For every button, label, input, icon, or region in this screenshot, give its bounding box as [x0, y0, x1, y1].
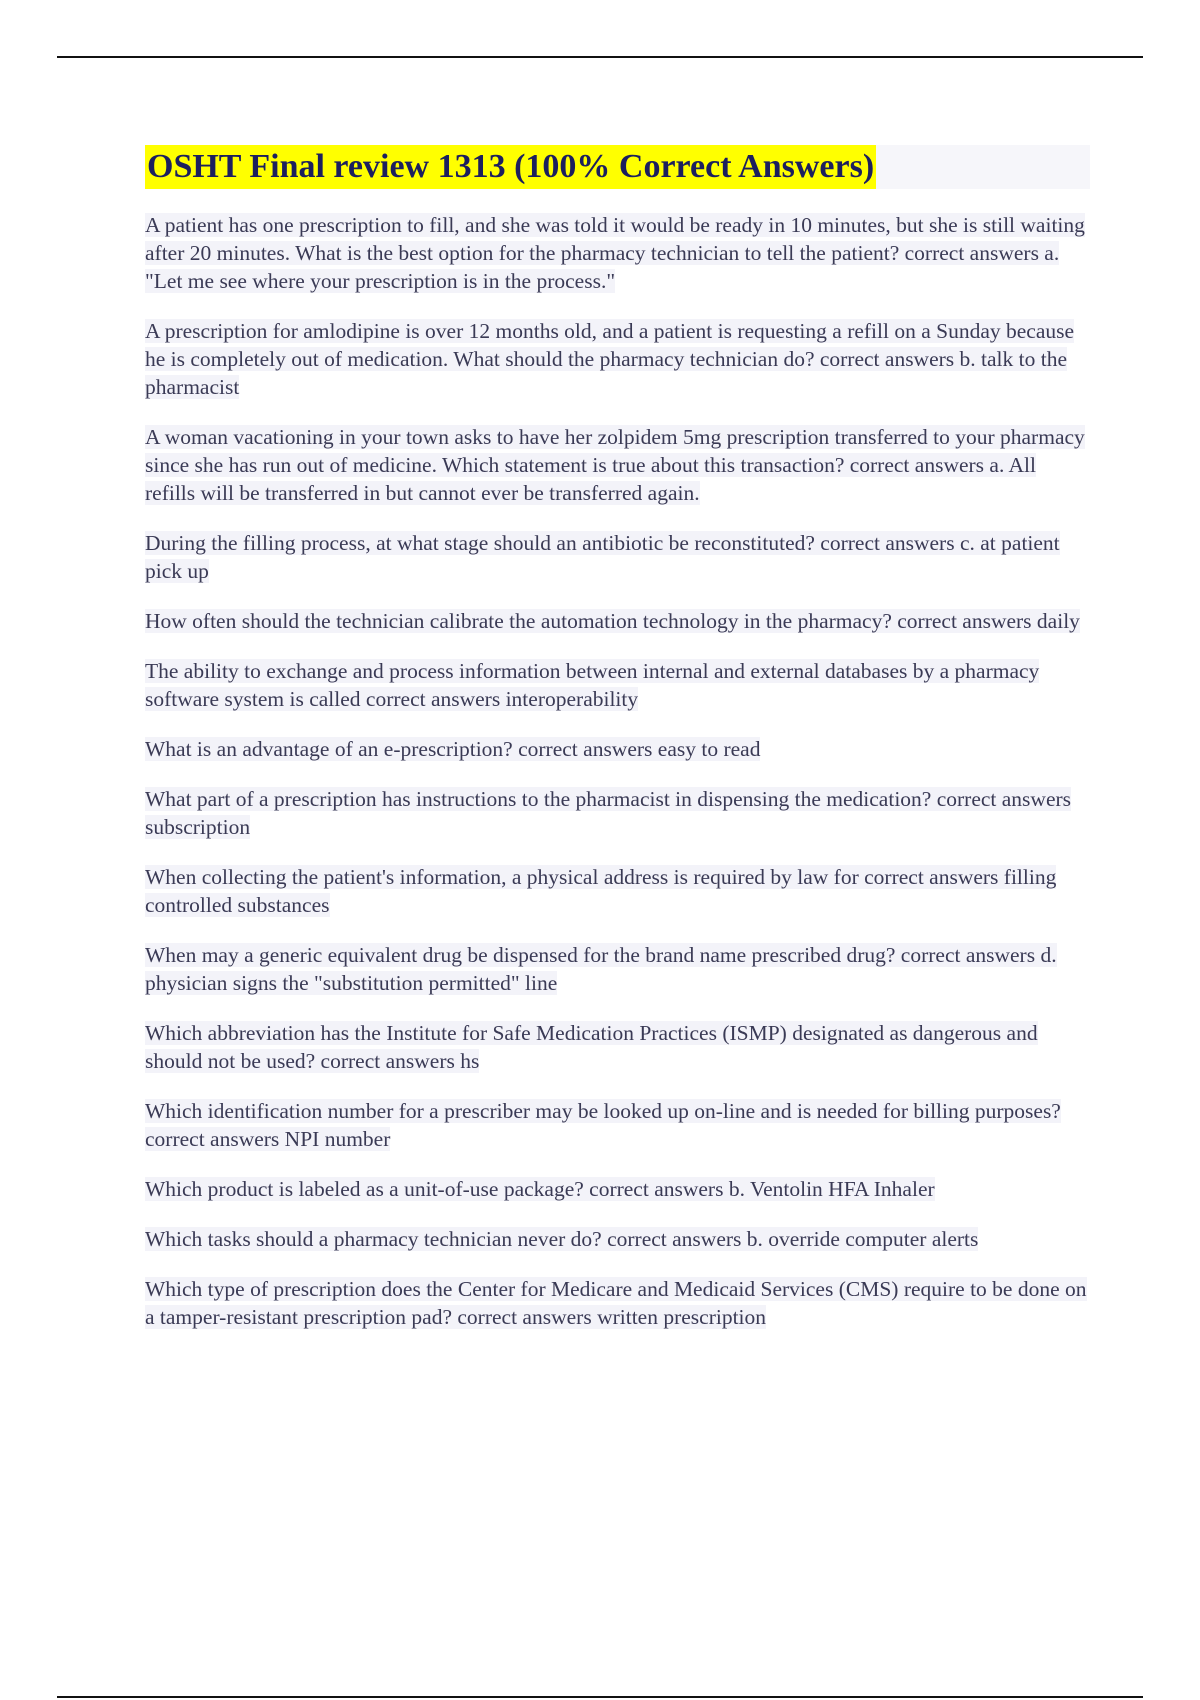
qa-text: A prescription for amlodipine is over 12 months old, and a patient is requesting a refill on a Sunday because he is completely out of medication. What should the pharmacy technician do? correct answers b. talk to the pharmacist: [145, 319, 1075, 399]
bottom-rule: [57, 1696, 1143, 1698]
qa-item-10: [145, 941, 1090, 997]
qa-text: How often should the technician calibrate the automation technology in the pharmacy? correct answers daily: [145, 609, 1080, 633]
qa-item-14: [145, 1225, 1090, 1253]
title-block: [145, 145, 1090, 189]
qa-text: When collecting the patient's information, a physical address is required by law for correct answers filling controlled substances: [145, 865, 1057, 917]
qa-item-6: [145, 657, 1090, 713]
qa-text: Which tasks should a pharmacy technician never do? correct answers b. override computer alerts: [145, 1227, 979, 1251]
qa-item-5: [145, 607, 1090, 635]
qa-item-1: [145, 211, 1090, 295]
qa-item-7: [145, 735, 1090, 763]
qa-item-12: [145, 1097, 1090, 1153]
qa-text: When may a generic equivalent drug be dispensed for the brand name prescribed drug? correct answers d. physician signs the "substitution permitted" line: [145, 943, 1057, 995]
qa-item-11: [145, 1019, 1090, 1075]
qa-text: Which product is labeled as a unit-of-use package? correct answers b. Ventolin HFA Inhaler: [145, 1177, 935, 1201]
qa-item-3: [145, 423, 1090, 507]
qa-text: A patient has one prescription to fill, and she was told it would be ready in 10 minutes, but she is still waiting after 20 minutes. What is the best option for the pharmacy technician to tell the patient? correct answers a. "Let me see where your prescription is in the process.": [145, 213, 1085, 293]
qa-item-13: [145, 1175, 1090, 1203]
qa-item-8: [145, 785, 1090, 841]
qa-text: What part of a prescription has instructions to the pharmacist in dispensing the medication? correct answers subscription: [145, 787, 1072, 839]
qa-text: During the filling process, at what stage should an antibiotic be reconstituted? correct answers c. at patient pick up: [145, 531, 1060, 583]
qa-text: Which type of prescription does the Center for Medicare and Medicaid Services (CMS) require to be done on a tamper-resistant prescription pad? correct answers written prescription: [145, 1277, 1087, 1329]
document-title: OSHT Final review 1313 (100% Correct Answers): [145, 145, 876, 189]
qa-text: A woman vacationing in your town asks to have her zolpidem 5mg prescription transferred to your pharmacy since she has run out of medicine. Which statement is true about this transaction? correct answers a. All refills will be transferred in but cannot ever be transferred again.: [145, 425, 1085, 505]
document-content: [145, 145, 1090, 1353]
top-rule: [57, 56, 1143, 58]
qa-text: What is an advantage of an e-prescription? correct answers easy to read: [145, 737, 761, 761]
qa-item-15: [145, 1275, 1090, 1331]
qa-item-9: [145, 863, 1090, 919]
qa-item-2: [145, 317, 1090, 401]
qa-text: Which abbreviation has the Institute for Safe Medication Practices (ISMP) designated as dangerous and should not be used? correct answers hs: [145, 1021, 1038, 1073]
qa-text: The ability to exchange and process information between internal and external databases by a pharmacy software system is called correct answers interoperability: [145, 659, 1040, 711]
qa-item-4: [145, 529, 1090, 585]
qa-text: Which identification number for a prescriber may be looked up on-line and is needed for billing purposes? correct answers NPI number: [145, 1099, 1061, 1151]
